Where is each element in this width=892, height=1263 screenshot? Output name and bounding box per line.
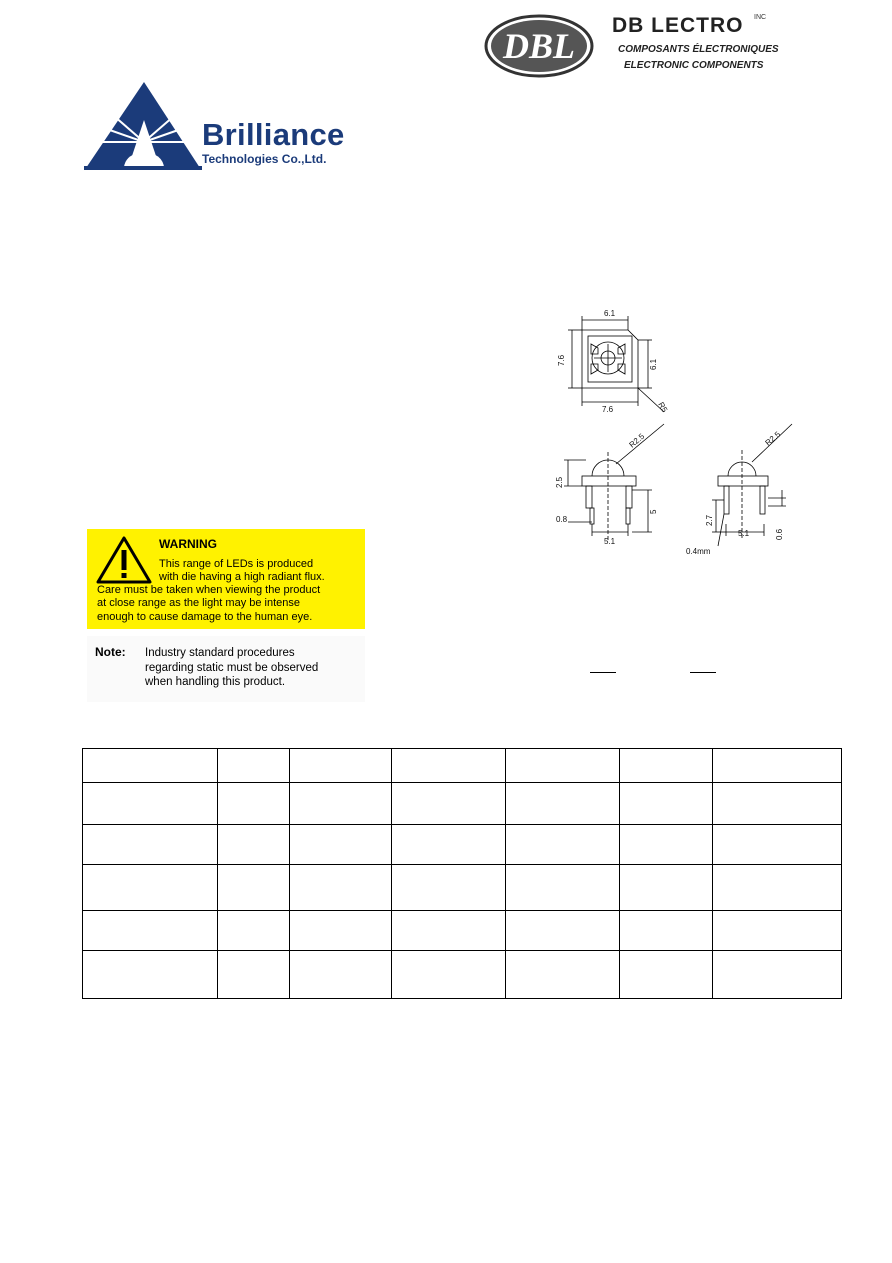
underline-mark bbox=[590, 672, 616, 673]
table-row bbox=[83, 825, 842, 865]
dim-front-dome-height: 2.5 bbox=[555, 476, 564, 488]
dblectro-tagline-fr: COMPOSANTS ÉLECTRONIQUES bbox=[618, 44, 779, 55]
note-text bbox=[145, 646, 318, 690]
dbl-logo bbox=[484, 14, 594, 78]
dim-front-pitch: 5.1 bbox=[604, 537, 616, 546]
warning-text bbox=[97, 584, 320, 624]
table-row bbox=[83, 911, 842, 951]
dblectro-inc: INC bbox=[754, 14, 767, 21]
dim-chamfer: R5 bbox=[656, 400, 670, 414]
dim-side-pitch: 5.1 bbox=[738, 529, 750, 538]
warning-title: WARNING bbox=[159, 537, 217, 551]
underline-mark bbox=[690, 672, 716, 673]
dim-side-offset: 0.6 bbox=[775, 528, 784, 540]
dim-right-height: 6.1 bbox=[649, 358, 658, 370]
warning-line: Care must be taken when viewing the product bbox=[97, 584, 321, 596]
brilliance-wordmark: Brilliance bbox=[202, 117, 345, 152]
table-row bbox=[83, 749, 842, 783]
table-row bbox=[83, 783, 842, 825]
warning-text bbox=[159, 558, 325, 585]
dbl-logo-text: DBL bbox=[503, 26, 575, 66]
dim-side-lead-height: 2.7 bbox=[705, 514, 714, 526]
spec-table bbox=[82, 748, 842, 999]
warning-line: with die having a high radiant flux. bbox=[159, 571, 325, 584]
dim-side-lead-thickness: 0.4mm bbox=[686, 547, 711, 556]
dblectro-tagline-en: ELECTRONIC COMPONENTS bbox=[624, 60, 764, 71]
dim-side-radius: R2.5 bbox=[763, 429, 783, 448]
warning-line: enough to cause damage to the human eye. bbox=[97, 610, 313, 623]
dim-left-height: 7.6 bbox=[557, 354, 566, 366]
table-row bbox=[83, 865, 842, 911]
dim-front-radius: R2.5 bbox=[627, 431, 647, 450]
brilliance-subtitle: Technologies Co.,Ltd. bbox=[202, 152, 327, 166]
note-line: regarding static must be observed bbox=[145, 661, 319, 674]
note-label: Note: bbox=[95, 645, 126, 659]
dim-front-lead-width: 0.8 bbox=[556, 515, 568, 524]
note-line: when handling this product. bbox=[145, 676, 286, 688]
mechanical-drawing bbox=[546, 300, 810, 562]
warning-line: This range of LEDs is produced bbox=[159, 558, 314, 570]
warning-triangle-icon bbox=[96, 536, 152, 584]
table-row bbox=[83, 951, 842, 999]
dim-front-lead-length: 5 bbox=[649, 509, 658, 514]
dim-top-width: 6.1 bbox=[604, 309, 616, 318]
warning-line: at close range as the light may be intense bbox=[97, 597, 301, 610]
dblectro-wordmark: DB LECTRO bbox=[612, 14, 744, 37]
dim-bottom-width: 7.6 bbox=[602, 405, 614, 414]
note-line: Industry standard procedures bbox=[145, 647, 295, 659]
